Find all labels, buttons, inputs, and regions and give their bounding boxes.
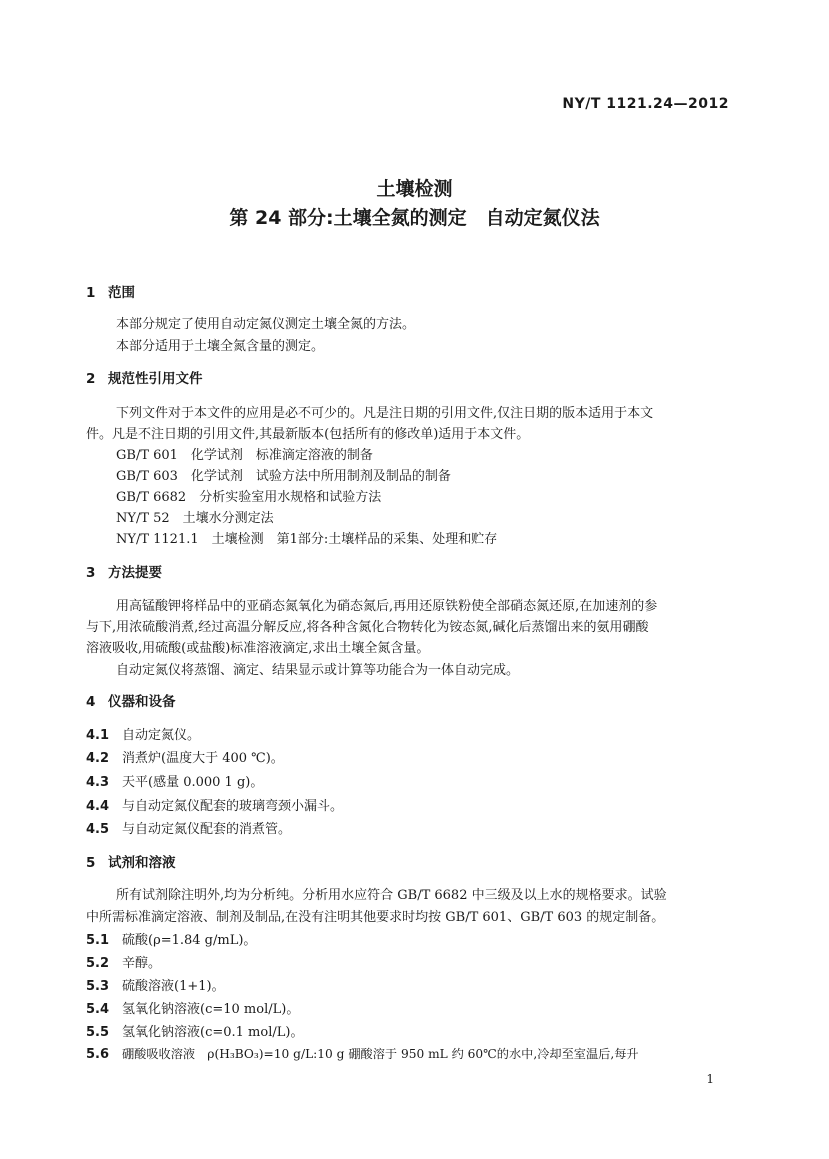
paragraph: 本部分适用于土壤全氮含量的测定。 <box>116 339 325 354</box>
item-number: 5.1 <box>86 933 110 948</box>
document-title: 土壤检测 <box>376 178 453 200</box>
item-number: 4.5 <box>86 822 110 837</box>
paragraph: 下列文件对于本文件的应用是必不可少的。凡是注日期的引用文件,仅注日期的版本适用于本文 <box>116 406 654 421</box>
section-number: 5 <box>86 855 96 871</box>
paragraph: 自动定氮仪将蒸馏、滴定、结果显示或计算等功能合为一体自动完成。 <box>116 663 520 678</box>
reference-item: NY/T 52 土壤水分测定法 <box>116 511 274 526</box>
section-number: 2 <box>86 371 96 387</box>
paragraph: 所有试剂除注明外,均为分析纯。分析用水应符合 GB/T 6682 中三级及以上水的规格要求。试验 <box>116 888 667 903</box>
item-text: 自动定氮仪。 <box>122 728 201 743</box>
list-item <box>86 952 161 971</box>
standard-number: NY/T 1121.24—2012 <box>562 96 729 112</box>
section-title: 规范性引用文件 <box>108 371 203 387</box>
list-item <box>86 747 284 766</box>
list-item <box>86 975 225 994</box>
item-text: 与自动定氮仪配套的消煮管。 <box>122 822 292 837</box>
section-number: 3 <box>86 565 96 581</box>
list-item <box>86 998 299 1017</box>
section-number: 1 <box>86 285 96 301</box>
list-item <box>86 1045 639 1062</box>
item-text: 氢氧化钠溶液(c=0.1 mol/L)。 <box>122 1025 304 1040</box>
paragraph: 与下,用浓硫酸消煮,经过高温分解反应,将各种含氮化合物转化为铵态氮,碱化后蒸馏出来的氨用硼酸 <box>86 620 649 635</box>
item-text: 硫酸溶液(1+1)。 <box>122 979 225 994</box>
item-text: 硼酸吸收溶液 ρ(H₃BO₃)=10 g/L:10 g 硼酸溶于 950 mL 约 60℃的水中,冷却至室温后,每升 <box>122 1047 639 1061</box>
document-subtitle: 第 24 部分:土壤全氮的测定 自动定氮仪法 <box>229 207 600 229</box>
item-number: 5.5 <box>86 1025 110 1040</box>
reference-item: GB/T 601 化学试剂 标准滴定溶液的制备 <box>116 448 373 463</box>
section-title: 仪器和设备 <box>108 694 176 710</box>
item-text: 消煮炉(温度大于 400 ℃)。 <box>122 751 284 766</box>
list-item <box>86 1021 303 1040</box>
item-number: 4.1 <box>86 728 110 743</box>
item-number: 5.6 <box>86 1047 110 1062</box>
item-number: 4.3 <box>86 775 110 790</box>
item-text: 硫酸(ρ=1.84 g/mL)。 <box>122 933 257 948</box>
paragraph: 件。凡是不注日期的引用文件,其最新版本(包括所有的修改单)适用于本文件。 <box>86 427 530 442</box>
list-item <box>86 818 291 837</box>
section-3-heading <box>86 561 162 581</box>
item-text: 天平(感量 0.000 1 g)。 <box>122 775 264 790</box>
paragraph: 中所需标准滴定溶液、制剂及制品,在没有注明其他要求时均按 GB/T 601、GB/T 603 的规定制备。 <box>86 910 665 925</box>
item-number: 5.4 <box>86 1002 110 1017</box>
section-1-heading <box>86 281 135 301</box>
reference-item: GB/T 603 化学试剂 试验方法中所用制剂及制品的制备 <box>116 469 451 484</box>
paragraph: 用高锰酸钾将样品中的亚硝态氮氧化为硝态氮后,再用还原铁粉使全部硝态氮还原,在加速剂的参 <box>116 599 658 614</box>
section-4-heading <box>86 690 176 710</box>
paragraph: 本部分规定了使用自动定氮仪测定土壤全氮的方法。 <box>116 317 416 332</box>
item-text: 辛醇。 <box>122 956 162 971</box>
item-text: 与自动定氮仪配套的玻璃弯颈小漏斗。 <box>122 799 344 814</box>
list-item <box>86 724 200 743</box>
list-item <box>86 795 343 814</box>
section-number: 4 <box>86 694 96 710</box>
section-title: 范围 <box>108 285 135 301</box>
item-number: 5.2 <box>86 956 110 971</box>
item-number: 4.2 <box>86 751 110 766</box>
paragraph: 溶液吸收,用硫酸(或盐酸)标准溶液滴定,求出土壤全氮含量。 <box>86 641 430 656</box>
list-item <box>86 929 256 948</box>
reference-item: GB/T 6682 分析实验室用水规格和试验方法 <box>116 490 382 505</box>
list-item <box>86 771 263 790</box>
section-5-heading <box>86 851 176 871</box>
item-number: 5.3 <box>86 979 110 994</box>
item-number: 4.4 <box>86 799 110 814</box>
page-number: 1 <box>706 1072 714 1086</box>
section-title: 试剂和溶液 <box>108 855 176 871</box>
reference-item: NY/T 1121.1 土壤检测 第1部分:土壤样品的采集、处理和贮存 <box>116 532 498 547</box>
item-text: 氢氧化钠溶液(c=10 mol/L)。 <box>122 1002 300 1017</box>
section-2-heading <box>86 367 203 387</box>
section-title: 方法提要 <box>108 565 162 581</box>
